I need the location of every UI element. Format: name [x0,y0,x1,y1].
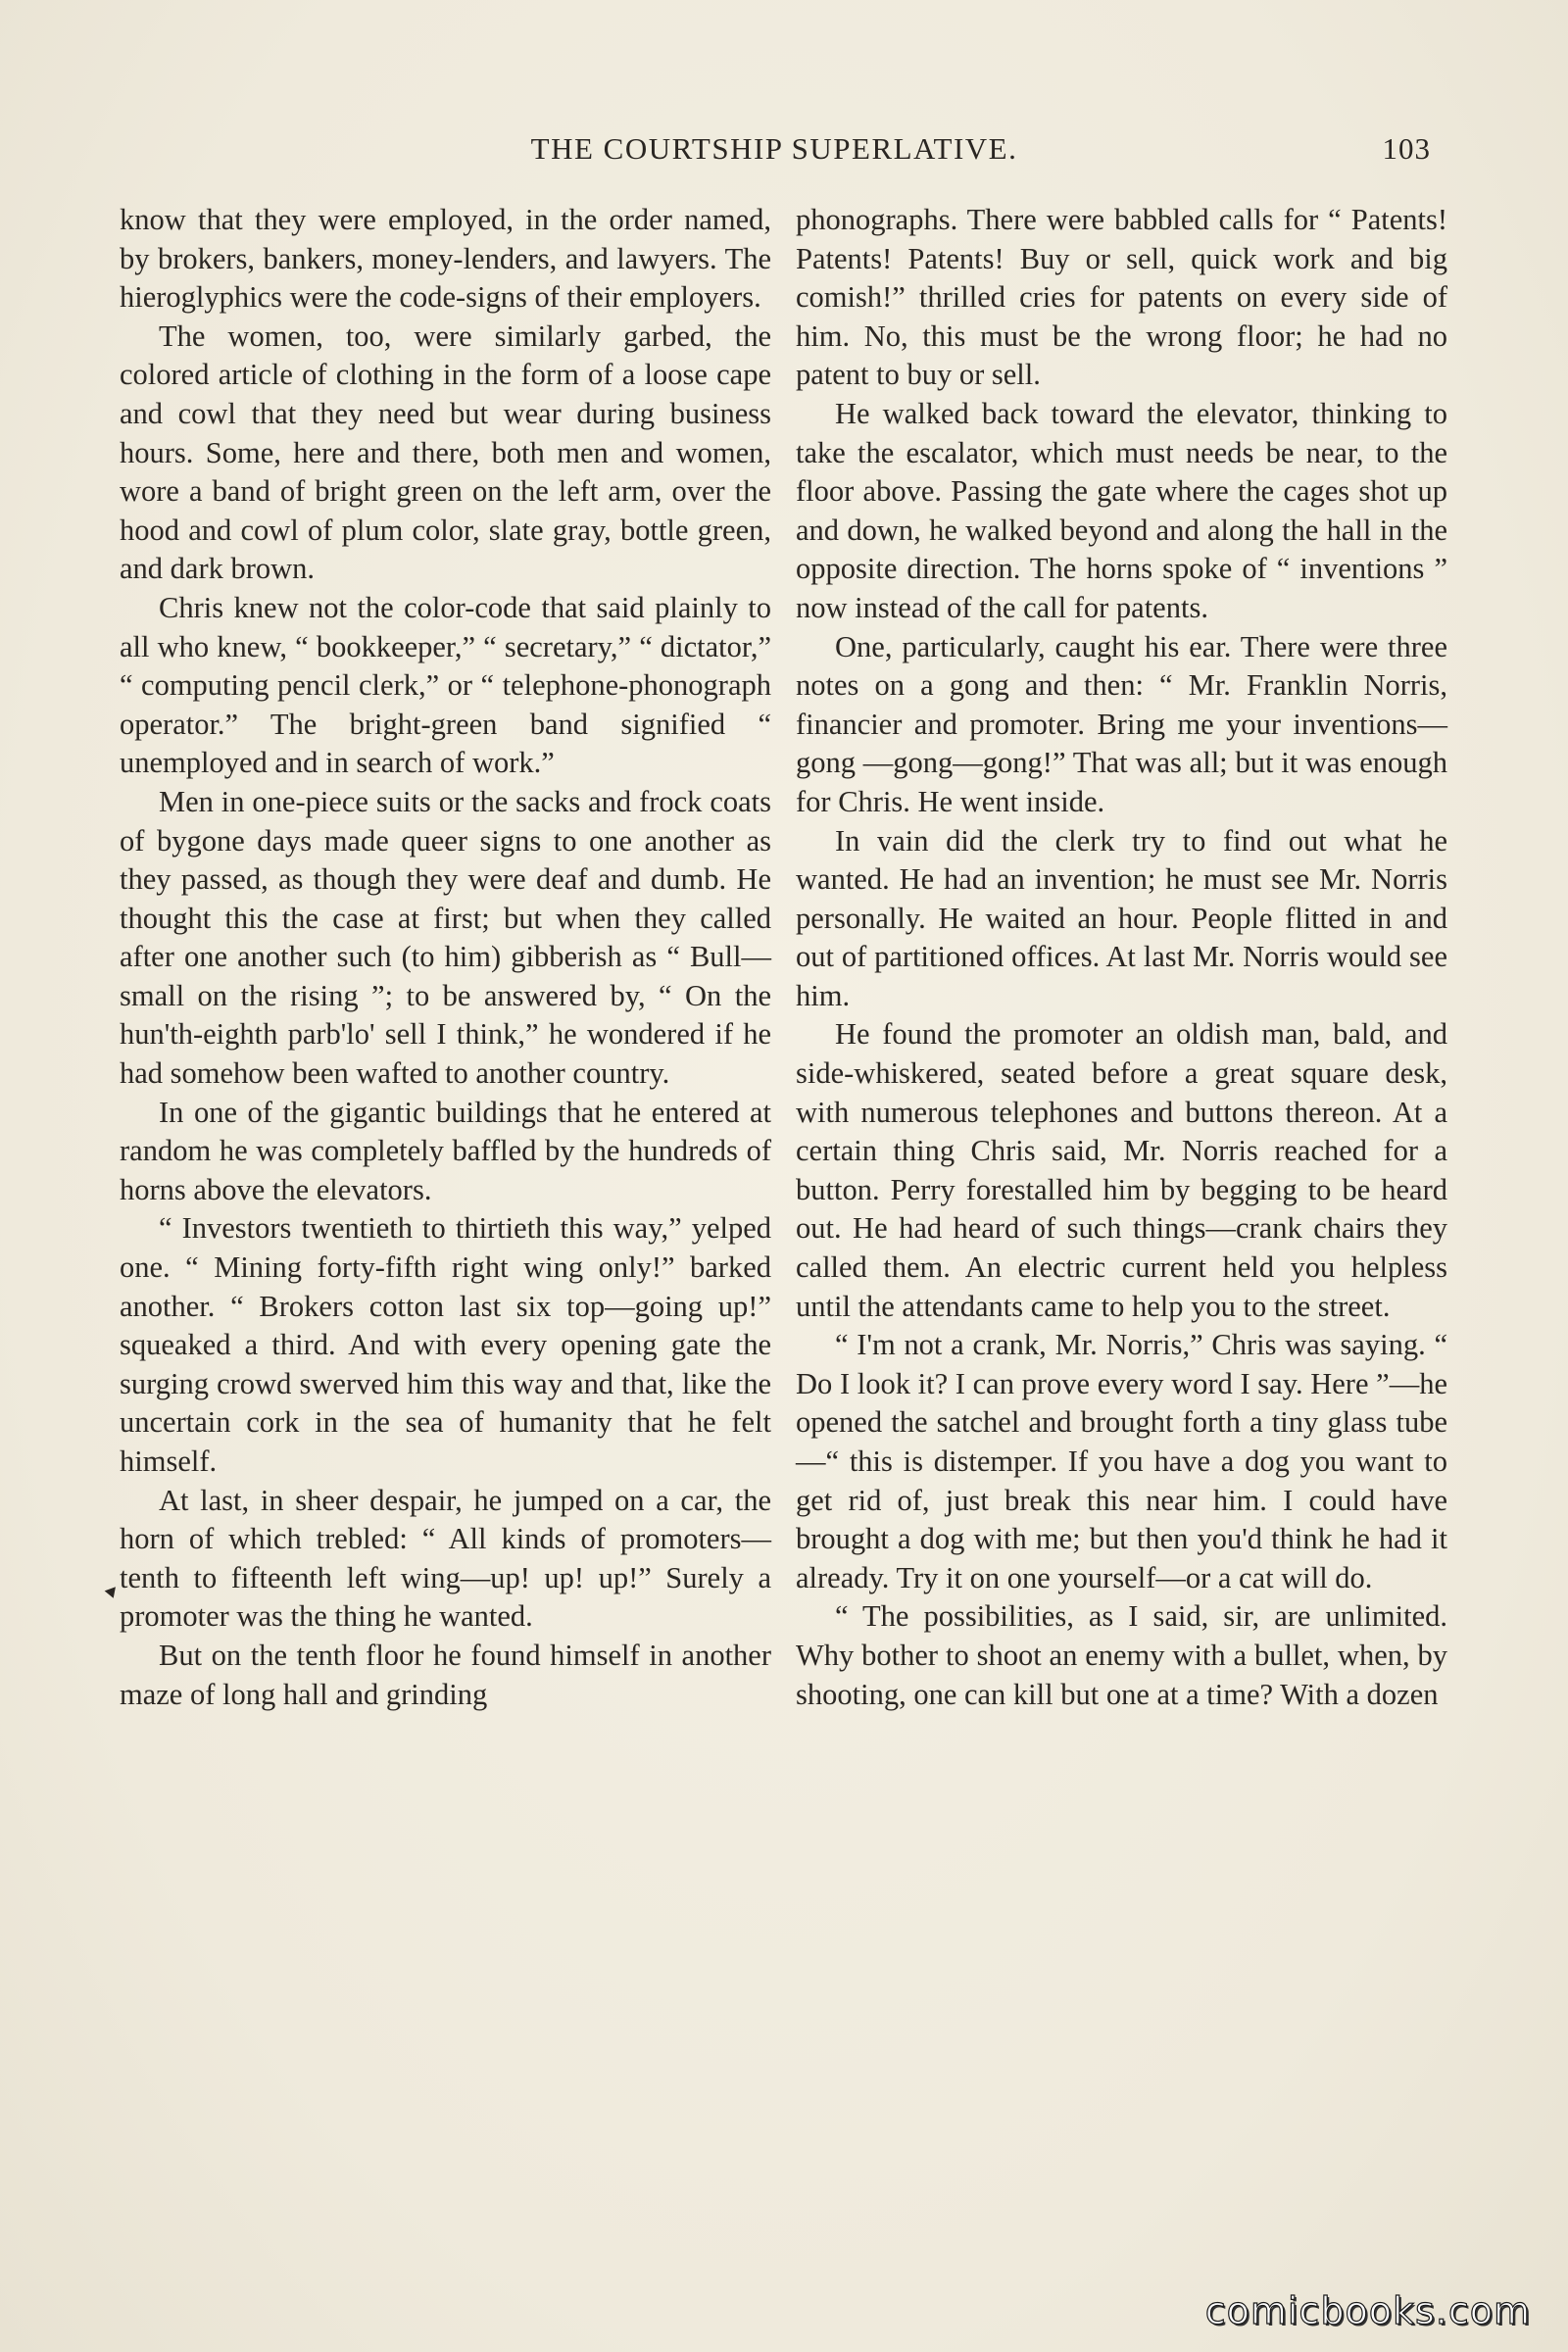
paragraph: know that they were employed, in the order named, by brokers, bankers, money-lenders, and lawyers. The hieroglyphics were the code-signs of their employers. [120,203,771,315]
paragraph: Chris knew not the color-code that said plainly to all who knew, “ bookkeeper,” “ secretary,” “ dictator,” “ computing pencil clerk,” or “ telephone-phonograph operator.” The bright-green band signified “ unemployed and in search of work.” [120,590,771,780]
paragraph: In vain did the clerk try to find out what he wanted. He had an invention; he must see Mr. Norris personally. He waited an hour. People flitted in and out of partitioned offices. At last Mr. Norris would see him. [796,823,1447,1012]
paragraph: He found the promoter an oldish man, bald, and side-whiskered, seated before a great square desk, with numerous telephones and buttons thereon. At a certain thing Chris said, Mr. Norris reached for a button. Perry forestalled him by begging to be heard out. He had heard of such things—crank chairs they called them. An electric current held you helpless until the attendants came to help you to the street. [796,1017,1447,1323]
paragraph: “ I'm not a crank, Mr. Norris,” Chris was saying. “ Do I look it? I can prove every word I say. Here ”—he opened the satchel and brought forth a tiny glass tube—“ this is distemper. If you have a dog you want to get rid of, just break this near him. I could have brought a dog with me; but then you'd think he had it already. Try it on one yourself—or a cat will do. [796,1328,1447,1594]
margin-mark [105,1587,120,1600]
page-number: 103 [1382,131,1431,166]
paragraph: Men in one-piece suits or the sacks and frock coats of bygone days made queer signs to one another as they passed, as though they were deaf and dumb. He thought this the case at first; but when they called after one another such (to him) gibberish as “ Bull—small on the rising ”; to be answered by, “ On the hun'th-eighth parb'lo' sell I think,” he wondered if he had somehow been wafted to another country. [120,784,771,1091]
running-title: THE COURTSHIP SUPERLATIVE. [530,131,1018,166]
right-column [796,201,1447,1714]
paragraph: The women, too, were similarly garbed, the colored article of clothing in the form of a loose cape and cowl that they need but wear during business hours. Some, here and there, both men and women, wore a band of bright green on the left arm, over the hood and cowl of plum color, slate gray, bottle green, and dark brown. [120,318,771,586]
paragraph: But on the tenth floor he found himself in another maze of long hall and grinding [120,1638,771,1711]
paragraph: “ The possibilities, as I said, sir, are unlimited. Why bother to shoot an enemy with a bullet, when, by shooting, one can kill but one at a time? With a dozen [796,1599,1447,1711]
paragraph: One, particularly, caught his ear. There were three notes on a gong and then: “ Mr. Franklin Norris, financier and promoter. Bring me your inventions—gong —gong—gong!” That was all; but it was enough for Chris. He went inside. [796,629,1447,818]
paragraph: “ Investors twentieth to thirtieth this way,” yelped one. “ Mining forty-fifth right wing only!” barked another. “ Brokers cotton last six top—going up!” squeaked a third. And with every opening gate the surging crowd swerved him this way and that, like the uncertain cork in the sea of humanity that he felt himself. [120,1211,771,1478]
paragraph: phonographs. There were babbled calls for “ Patents! Patents! Patents! Buy or sell, quick work and big comish!” thrilled cries for patents on every side of him. No, this must be the wrong floor; he had no patent to buy or sell. [796,203,1447,392]
running-head [118,127,1431,176]
paragraph: At last, in sheer despair, he jumped on a car, the horn of which trebled: “ All kinds of promoters—tenth to fifteenth left wing—up! up! up!” Surely a promoter was the thing he wanted. [120,1483,771,1634]
left-column [120,201,771,1714]
paragraph: In one of the gigantic buildings that he entered at random he was completely baffled by the hundreds of horns above the elevators. [120,1095,771,1206]
paragraph: He walked back toward the elevator, thinking to take the escalator, which must needs be near, to the floor above. Passing the gate where the cages shot up and down, he walked beyond and along the hall in the opposite direction. The horns spoke of “ inventions ” now instead of the call for patents. [796,396,1447,624]
watermark-logo: comicbooks.com [1204,2289,1531,2332]
